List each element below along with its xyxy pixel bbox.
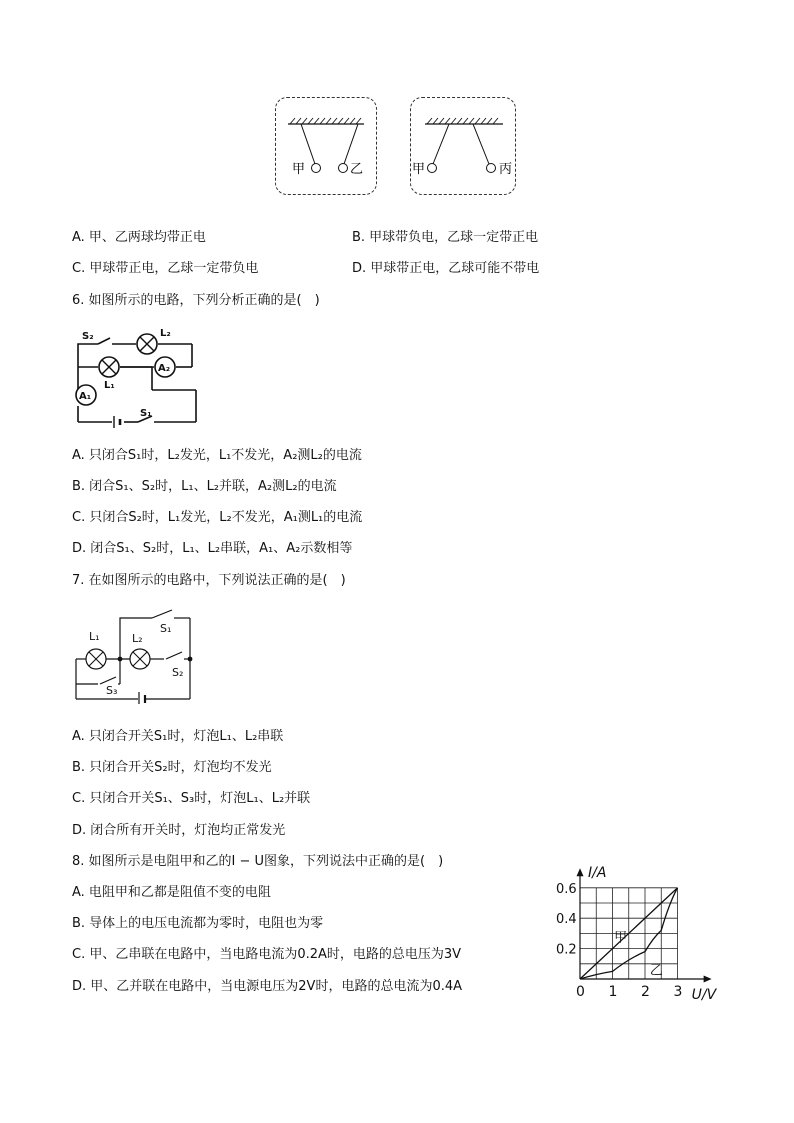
iu-chart: [548, 848, 728, 1008]
q8-option-b[interactable]: B. 导体上的电压电流都为零时，电阻也为零: [72, 916, 324, 931]
q7-option-d[interactable]: D. 闭合所有开关时，灯泡均正常发光: [72, 823, 286, 838]
x-tick-label: 1: [608, 984, 618, 1000]
x-axis-arrow: [704, 976, 712, 983]
ball-jia-label-2: 甲: [412, 162, 426, 177]
q5-option-b[interactable]: B. 甲球带负电，乙球一定带正电: [352, 230, 539, 245]
y-axis-arrow: [577, 868, 584, 876]
q7-label-s3: S₃: [106, 684, 118, 697]
figure-pendulum-1: [275, 97, 377, 195]
y-axis-label: I/A: [588, 865, 607, 882]
series-label-yi: 乙: [649, 963, 663, 979]
q7-label-s2: S₂: [172, 666, 184, 679]
q6-label-s1: S₁: [140, 408, 152, 419]
pendulum-2-svg: [411, 98, 517, 196]
x-tick-label: 2: [641, 984, 650, 1000]
q7-option-b[interactable]: B. 只闭合开关S₂时，灯泡均不发光: [72, 760, 272, 775]
q6-label-a1: A₁: [79, 391, 92, 402]
q6-label-l2: L₂: [160, 328, 171, 339]
q8-option-c[interactable]: C. 甲、乙串联在电路中，当电路电流为0.2A时，电路的总电压为3V: [72, 947, 462, 962]
y-tick-label: 0.6: [556, 881, 577, 897]
q6-option-a[interactable]: A. 只闭合S₁时，L₂发光，L₁不发光，A₂测L₂的电流: [72, 448, 362, 463]
q7-stem: 7. 在如图所示的电路中，下列说法正确的是( ): [72, 573, 346, 588]
ball-jia-label: 甲: [292, 162, 306, 177]
q8-option-d[interactable]: D. 甲、乙并联在电路中，当电源电压为2V时，电路的总电流为0.4A: [72, 979, 463, 994]
q6-option-d[interactable]: D. 闭合S₁、S₂时，L₁、L₂串联，A₁、A₂示数相等: [72, 541, 353, 556]
pendulum-1-svg: [276, 98, 378, 196]
q6-stem: 6. 如图所示的电路，下列分析正确的是( ): [72, 293, 320, 308]
q7-label-l1: L₁: [89, 630, 100, 643]
q7-label-l2: L₂: [132, 632, 143, 645]
figure-pendulum-2: [410, 97, 516, 195]
q7-option-a[interactable]: A. 只闭合开关S₁时，灯泡L₁、L₂串联: [72, 729, 284, 744]
y-tick-label: 0.2: [556, 942, 577, 958]
x-tick-label: 0: [576, 984, 585, 1000]
q6-circuit-diagram: [72, 322, 212, 430]
q8-option-a[interactable]: A. 电阻甲和乙都是阻值不变的电阻: [72, 885, 271, 900]
x-tick-label: 3: [673, 984, 683, 1000]
series-label-jia: 甲: [614, 930, 628, 946]
q7-option-c[interactable]: C. 只闭合开关S₁、S₃时，灯泡L₁、L₂并联: [72, 791, 311, 806]
q8-stem: 8. 如图所示是电阻甲和乙的I − U图象，下列说法中正确的是( ): [72, 854, 444, 869]
ball-bing-label: 丙: [499, 162, 513, 177]
x-axis-label: U/V: [691, 987, 717, 1003]
q6-label-l1: L₁: [104, 380, 115, 391]
q6-label-a2: A₂: [158, 363, 171, 374]
q6-option-c[interactable]: C. 只闭合S₂时，L₁发光，L₂不发光，A₁测L₁的电流: [72, 510, 363, 525]
q6-label-s2: S₂: [82, 331, 94, 342]
q7-label-s1: S₁: [160, 622, 172, 635]
ball-yi-label: 乙: [350, 162, 364, 177]
q5-option-d[interactable]: D. 甲球带正电，乙球可能不带电: [352, 261, 540, 276]
y-tick-label: 0.4: [556, 912, 577, 928]
q7-circuit-diagram: [72, 604, 198, 704]
q5-option-a[interactable]: A. 甲、乙两球均带正电: [72, 230, 206, 245]
q6-option-b[interactable]: B. 闭合S₁、S₂时，L₁、L₂并联，A₂测L₂的电流: [72, 479, 337, 494]
q5-option-c[interactable]: C. 甲球带正电，乙球一定带负电: [72, 261, 259, 276]
